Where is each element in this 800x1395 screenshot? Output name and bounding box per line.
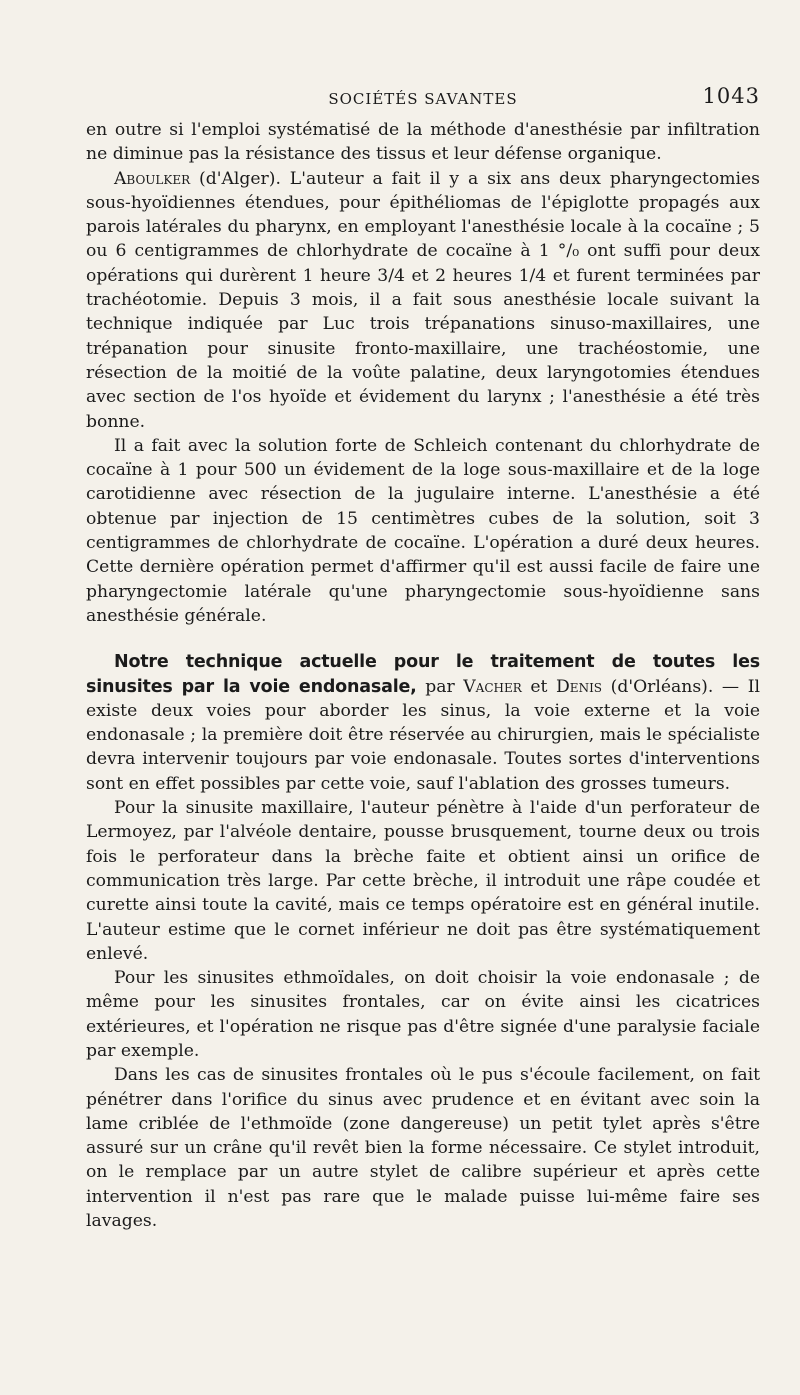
paragraph-aboulker xyxy=(86,167,760,434)
paragraph-text: (d'Orléans). — Il existe deux voies pour aborder les sinus, la voie externe et la voie endonasale ; la première doit être réservée au chirurgien, mais le spécialiste devra intervenir toujours par voie endonasale. Toutes sortes d'interventions sont en effet possibles par cette voie, sauf l'ablation des grosses tumeurs. xyxy=(86,676,760,794)
paragraph-article-title xyxy=(86,650,760,796)
page-header xyxy=(86,84,760,118)
document-page xyxy=(86,84,760,1233)
paragraph-continuation: en outre si l'emploi systématisé de la méthode d'anesthésie par infiltration ne diminue pas la résistance des tissus et leur défense organique. xyxy=(86,120,760,165)
author-name: Denis xyxy=(556,676,603,697)
author-name: Aboulker xyxy=(114,168,191,189)
page-number: 1043 xyxy=(702,84,760,108)
section-gap xyxy=(86,628,760,650)
paragraph-schleich: Il a fait avec la solution forte de Schleich contenant du chlorhydrate de cocaïne à 1 pour 500 un évidement de la loge sous-maxillaire et de la loge carotidienne avec résection de la jugulaire interne. L'anesthésie a été obtenue par injection de 15 centimètres cubes de la solution, soit 3 centigrammes de chlorhydrate de cocaïne. L'opération a duré deux heures. Cette dernière opération permet d'affirmer qu'il est aussi facile de faire une pharyngectomie latérale qu'une pharyngectomie sous-hyoïdienne sans anesthésie générale. xyxy=(86,435,760,626)
paragraph-ethmoidales: Pour les sinusites ethmoïdales, on doit choisir la voie endonasale ; de même pour les sinusites frontales, car on évite ainsi les cicatrices extérieures, et l'opération ne risque pas d'être signée d'une paralysie faciale par exemple. xyxy=(86,968,760,1061)
paragraph-frontales: Dans les cas de sinusites frontales où le pus s'écoule facilement, on fait pénétrer dans l'orifice du sinus avec prudence et en évitant avec soin la lame criblée de l'ethmoïde (zone dangereuse) un petit tylet après s'être assuré sur un crâne qu'il revêt bien la forme nécessaire. Ce stylet introduit, on le remplace par un autre stylet de calibre supérieur et après cette intervention il n'est pas rare que le malade puisse lui-même faire ses lavages. xyxy=(86,1065,760,1232)
running-head: SOCIÉTÉS SAVANTES xyxy=(328,90,518,108)
byline-et: et xyxy=(521,676,557,697)
paragraph-text: (d'Alger). L'auteur a fait il y a six ans deux pharyngectomies sous-hyoïdiennes étendues, pour épithéliomas de l'épiglotte propagés aux parois latérales du pharynx, en employant l'anesthésie locale à la cocaïne ; 5 ou 6 centigrammes de chlorhydrate de cocaïne à 1 °/₀ ont suffi pour deux opérations qui durèrent 1 heure 3/4 et 2 heures 1/4 et furent terminées par trachéotomie. Depuis 3 mois, il a fait sous anesthésie locale suivant la technique indiquée par Luc trois trépanations sinuso-maxillaires, une trépanation pour sinusite fronto-maxillaire, une trachéostomie, une résection de la moitié de la voûte palatine, deux laryngotomies étendues avec section de l'os hyoïde et évidement du larynx ; l'anesthésie a été très bonne. xyxy=(86,168,760,432)
author-name: Vacher xyxy=(463,676,522,697)
paragraph-maxillaire: Pour la sinusite maxillaire, l'auteur pénètre à l'aide d'un perforateur de Lermoyez, par l'alvéole dentaire, pousse brusquement, tourne deux ou trois fois le perforateur dans la brèche faite et obtient ainsi un orifice de communication très large. Par cette brèche, il introduit une râpe coudée et curette ainsi toute la cavité, mais ce temps opératoire est en général inutile. L'auteur estime que le cornet inférieur ne doit pas être systématiquement enlevé. xyxy=(86,798,760,964)
article-title: Notre technique actuelle pour le traitement de toutes les sinusites par la voie endonasale, xyxy=(86,652,760,697)
byline-par: par xyxy=(416,676,464,697)
